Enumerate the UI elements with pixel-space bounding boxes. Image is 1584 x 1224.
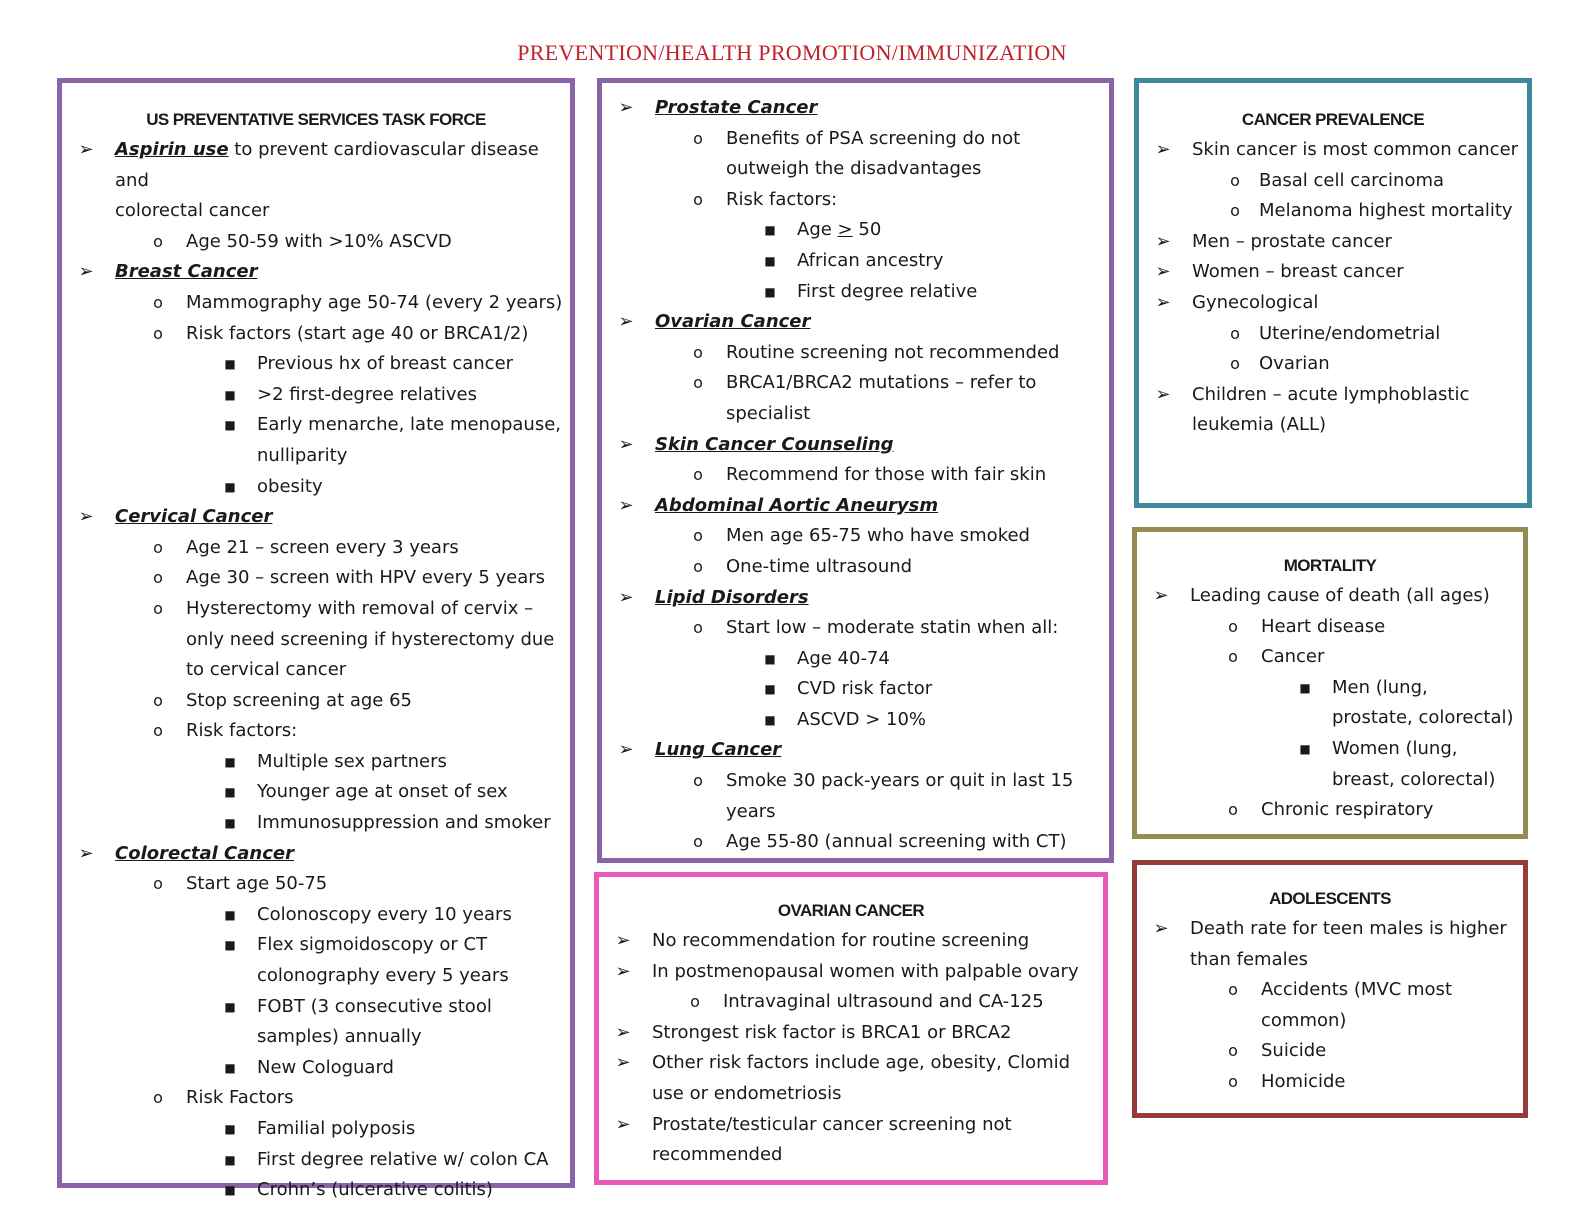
prostate-risk: African ancestry: [797, 249, 944, 271]
list-item: [62, 472, 570, 503]
arrow-bullet-icon: ➢: [1155, 383, 1171, 405]
prostate-item: [602, 93, 1109, 124]
list-item: [62, 625, 570, 656]
list-item: [62, 686, 570, 717]
list-item: [62, 349, 570, 380]
list-item: [602, 797, 1109, 828]
circle-bullet-icon: o: [153, 323, 163, 343]
list-item: [62, 655, 570, 686]
square-bullet-icon: ■: [224, 1122, 236, 1136]
aaa-item: [602, 491, 1109, 522]
lung-item-text: years: [726, 800, 776, 822]
colorectal-start: Start age 50-75: [186, 873, 328, 895]
square-bullet-icon: ■: [224, 938, 236, 953]
list-item: [1139, 227, 1527, 258]
circle-bullet-icon: o: [153, 231, 163, 251]
circle-bullet-icon: o: [153, 598, 163, 618]
colorectal-screen: New Cologuard: [257, 1056, 394, 1078]
list-item: [1139, 380, 1527, 411]
uspstf-heading: US PREVENTATIVE SERVICES TASK FORCE: [146, 110, 486, 129]
colorectal-screen: samples) annually: [257, 1026, 422, 1048]
list-item: [1139, 410, 1527, 441]
list-item: [1139, 319, 1527, 350]
cervical-item: [62, 502, 570, 533]
circle-bullet-icon: o: [153, 1088, 163, 1108]
arrow-bullet-icon: ➢: [618, 433, 634, 455]
list-item: [62, 1175, 570, 1206]
prevalence-heading: CANCER PREVALENCE: [1241, 110, 1425, 129]
breast-item: [62, 257, 570, 288]
screenings-list: [602, 93, 1109, 858]
circle-bullet-icon: o: [693, 832, 703, 852]
list-item: [602, 124, 1109, 155]
circle-bullet-icon: o: [693, 465, 703, 485]
ovarian-heading: OVARIAN CANCER: [777, 901, 925, 920]
circle-bullet-icon: o: [1228, 800, 1238, 820]
list-item: [1137, 1036, 1523, 1067]
list-item: [1139, 288, 1527, 319]
circle-bullet-icon: o: [1228, 647, 1238, 667]
adolescents-cause: common): [1261, 1009, 1347, 1031]
circle-bullet-icon: o: [153, 292, 163, 312]
adolescents-cause: Homicide: [1261, 1070, 1346, 1092]
ovarian-box-item: In postmenopausal women with palpable ovary: [652, 960, 1079, 982]
lung-label: Lung Cancer: [655, 739, 782, 761]
aspirin-item-cont: [62, 196, 570, 227]
arrow-bullet-icon: ➢: [78, 506, 94, 528]
circle-bullet-icon: o: [693, 128, 703, 148]
list-item: [602, 613, 1109, 644]
lung-item-text: Age 55-80 (annual screening with CT): [726, 831, 1067, 853]
aaa-item-text: Men age 65-75 who have smoked: [726, 525, 1030, 547]
prevalence-box: [1134, 78, 1532, 508]
lipid-criterion: ASCVD > 10%: [797, 708, 927, 730]
list-item: [599, 926, 1103, 957]
list-item: [62, 319, 570, 350]
circle-bullet-icon: o: [1230, 201, 1240, 221]
prevalence-women: Women – breast cancer: [1192, 261, 1404, 283]
mortality-cancer-sub: prostate, colorectal): [1332, 707, 1514, 729]
list-item: [62, 747, 570, 778]
list-item: [602, 827, 1109, 858]
square-bullet-icon: ■: [224, 785, 236, 800]
list-item: [602, 705, 1109, 736]
aspirin-text-cont: colorectal cancer: [115, 200, 270, 222]
mortality-list: [1137, 581, 1523, 826]
list-item: [62, 594, 570, 625]
circle-bullet-icon: o: [1228, 980, 1238, 1000]
list-item: [1137, 734, 1523, 765]
screenings-box: [597, 78, 1114, 863]
list-item: [62, 563, 570, 594]
cervical-risk: Multiple sex partners: [257, 750, 447, 772]
list-item: [62, 992, 570, 1023]
arrow-bullet-icon: ➢: [615, 1113, 631, 1135]
uspstf-box: [57, 78, 575, 1201]
prevalence-men: Men – prostate cancer: [1192, 230, 1392, 252]
colorectal-screen: Flex sigmoidoscopy or CT: [257, 934, 488, 956]
cervical-label: Cervical Cancer: [115, 506, 273, 528]
list-item: [62, 1114, 570, 1145]
arrow-bullet-icon: ➢: [78, 139, 94, 160]
list-item: [62, 410, 570, 441]
list-item: [1137, 703, 1523, 734]
colorectal-screen: FOBT (3 consecutive stool: [257, 995, 492, 1017]
list-item: [1137, 581, 1523, 612]
colorectal-risk-label: Risk Factors: [186, 1087, 294, 1109]
lipid-criterion: CVD risk factor: [797, 678, 933, 700]
skin-label: Skin Cancer Counseling: [655, 433, 894, 455]
ovarian-box: [594, 872, 1108, 1185]
list-item: [602, 460, 1109, 491]
colorectal-risk: Familial polyposis: [257, 1118, 416, 1139]
ovarian-box-item: No recommendation for routine screening: [652, 930, 1030, 951]
prevalence-gyn-sub: Uterine/endometrial: [1259, 322, 1441, 344]
list-item: [62, 808, 570, 839]
list-item: [599, 987, 1103, 1018]
lipid-item: [602, 583, 1109, 614]
list-item: [599, 1110, 1103, 1141]
breast-item-text: Risk factors (start age 40 or BRCA1/2): [186, 322, 529, 344]
prevalence-skin: Skin cancer is most common cancer: [1192, 139, 1519, 160]
list-item: [62, 288, 570, 319]
breast-risk: >2 first-degree relatives: [257, 383, 477, 405]
uspstf-list: [62, 135, 570, 1206]
prostate-item-text: Risk factors:: [726, 188, 838, 210]
colorectal-label: Colorectal Cancer: [115, 842, 294, 864]
list-item: [602, 215, 1109, 246]
page-title: PREVENTION/HEALTH PROMOTION/IMMUNIZATION: [517, 40, 1067, 65]
colorectal-risk: Crohn’s (ulcerative colitis): [257, 1179, 493, 1201]
cervical-item-text: Age 21 – screen every 3 years: [186, 536, 459, 558]
cervical-risk: Immunosuppression and smoker: [257, 812, 551, 834]
square-bullet-icon: ■: [224, 418, 236, 433]
list-item: [62, 1083, 570, 1114]
list-item: [599, 957, 1103, 988]
ovarian-item-text: specialist: [726, 402, 811, 424]
list-item: [1137, 642, 1523, 673]
list-item: [1137, 612, 1523, 643]
list-item: [62, 533, 570, 564]
prostate-age-symbol: >: [837, 219, 853, 241]
lipid-item-text: Start low – moderate statin when all:: [726, 617, 1059, 639]
arrow-bullet-icon: ➢: [1155, 261, 1171, 283]
square-bullet-icon: ■: [224, 1183, 236, 1198]
lung-item: [602, 735, 1109, 766]
circle-bullet-icon: o: [693, 189, 703, 209]
colorectal-risk: First degree relative w/ colon CA: [257, 1148, 549, 1170]
arrow-bullet-icon: ➢: [615, 1052, 631, 1074]
square-bullet-icon: ■: [224, 1152, 236, 1167]
list-item: [62, 1022, 570, 1053]
square-bullet-icon: ■: [224, 387, 236, 402]
circle-bullet-icon: o: [693, 373, 703, 393]
list-item: [599, 1018, 1103, 1049]
circle-bullet-icon: o: [1228, 616, 1238, 636]
ovarian-list: [599, 926, 1103, 1171]
list-item: [62, 1053, 570, 1084]
circle-bullet-icon: o: [690, 992, 700, 1012]
circle-bullet-icon: o: [153, 721, 163, 741]
list-item: [602, 644, 1109, 675]
breast-risk: Previous hx of breast cancer: [257, 353, 514, 375]
colorectal-item: [62, 839, 570, 870]
mortality-cancer-sub: Women (lung,: [1332, 737, 1458, 759]
circle-bullet-icon: o: [153, 690, 163, 710]
adolescents-cause: Suicide: [1261, 1040, 1327, 1062]
mortality-box: [1132, 527, 1528, 839]
circle-bullet-icon: o: [693, 526, 703, 546]
list-item: [1137, 765, 1523, 796]
arrow-bullet-icon: ➢: [1153, 918, 1169, 939]
list-item: [599, 1140, 1103, 1171]
arrow-bullet-icon: ➢: [1155, 291, 1171, 313]
arrow-bullet-icon: ➢: [618, 97, 634, 118]
square-bullet-icon: ■: [764, 682, 776, 697]
list-item: [599, 1048, 1103, 1079]
colorectal-screen: Colonoscopy every 10 years: [257, 903, 512, 925]
aspirin-text: to prevent cardiovascular disease and: [115, 139, 539, 191]
arrow-bullet-icon: ➢: [615, 1021, 631, 1043]
square-bullet-icon: ■: [224, 816, 236, 831]
list-item: [1139, 349, 1527, 380]
list-item: [62, 961, 570, 992]
list-item: [62, 441, 570, 472]
list-item: [1137, 1067, 1523, 1098]
prostate-label: Prostate Cancer: [655, 97, 818, 118]
adolescents-death-rate-cont: than females: [1190, 948, 1309, 970]
circle-bullet-icon: o: [153, 568, 163, 588]
circle-bullet-icon: o: [1230, 323, 1240, 343]
adolescents-death-rate: Death rate for teen males is higher: [1190, 918, 1507, 939]
square-bullet-icon: ■: [224, 479, 236, 494]
prostate-age-value: 50: [852, 219, 882, 241]
ovarian-box-item: Other risk factors include age, obesity, Clomid: [652, 1052, 1071, 1074]
adolescents-cause: Accidents (MVC most: [1261, 979, 1452, 1001]
square-bullet-icon: ■: [224, 999, 236, 1014]
square-bullet-icon: ■: [764, 712, 776, 727]
breast-label: Breast Cancer: [115, 261, 258, 283]
list-item: [1139, 135, 1527, 166]
mortality-heading: MORTALITY: [1283, 556, 1377, 575]
list-item: [62, 900, 570, 931]
cervical-item-text: Age 30 – screen with HPV every 5 years: [186, 567, 546, 589]
aaa-label: Abdominal Aortic Aneurysm: [655, 494, 939, 516]
ovarian-box-item: Strongest risk factor is BRCA1 or BRCA2: [652, 1021, 1012, 1043]
breast-risk: nulliparity: [257, 444, 348, 466]
list-item: [62, 869, 570, 900]
square-bullet-icon: ■: [224, 754, 236, 769]
list-item: [602, 338, 1109, 369]
prevalence-skin-sub: Melanoma highest mortality: [1259, 200, 1513, 222]
ovarian-item-text: BRCA1/BRCA2 mutations – refer to: [726, 372, 1037, 394]
arrow-bullet-icon: ➢: [78, 842, 94, 864]
arrow-bullet-icon: ➢: [618, 739, 634, 761]
list-item: [62, 716, 570, 747]
adolescents-list: [1137, 914, 1523, 1098]
list-item: [602, 521, 1109, 552]
prevalence-gyn-sub: Ovarian: [1259, 353, 1330, 375]
list-item: [602, 399, 1109, 430]
arrow-bullet-icon: ➢: [618, 494, 634, 516]
breast-risk: Early menarche, late menopause,: [257, 414, 562, 436]
circle-bullet-icon: o: [693, 771, 703, 791]
ovarian-item: [602, 307, 1109, 338]
arrow-bullet-icon: ➢: [1155, 230, 1171, 252]
arrow-bullet-icon: ➢: [615, 960, 631, 982]
skin-item-text: Recommend for those with fair skin: [726, 464, 1047, 486]
list-item: [602, 246, 1109, 277]
aspirin-age: Age 50-59 with >10% ASCVD: [186, 230, 452, 252]
list-item: [62, 777, 570, 808]
circle-bullet-icon: o: [693, 556, 703, 576]
list-item: [599, 1079, 1103, 1110]
list-item: [602, 674, 1109, 705]
lung-item-text: Smoke 30 pack-years or quit in last 15: [726, 770, 1074, 792]
circle-bullet-icon: o: [1230, 354, 1240, 374]
breast-item-text: Mammography age 50-74 (every 2 years): [186, 291, 563, 313]
ovarian-box-item: Prostate/testicular cancer screening not: [652, 1113, 1012, 1135]
list-item: [1137, 673, 1523, 704]
prevalence-children-cont: leukemia (ALL): [1192, 414, 1327, 436]
aspirin-label: Aspirin use: [115, 139, 229, 160]
breast-risk: obesity: [257, 475, 323, 497]
cervical-item-text: Stop screening at age 65: [186, 689, 413, 711]
circle-bullet-icon: o: [693, 342, 703, 362]
circle-bullet-icon: o: [153, 874, 163, 894]
list-item: [1137, 975, 1523, 1006]
list-item: [1137, 945, 1523, 976]
circle-bullet-icon: o: [153, 537, 163, 557]
mortality-chronic: Chronic respiratory: [1261, 799, 1434, 821]
prostate-item-text: outweigh the disadvantages: [726, 158, 982, 180]
list-item: [62, 1145, 570, 1176]
adolescents-heading: ADOLESCENTS: [1269, 889, 1391, 908]
square-bullet-icon: ■: [764, 284, 776, 299]
square-bullet-icon: ■: [764, 223, 776, 238]
list-item: [602, 766, 1109, 797]
list-item: [62, 380, 570, 411]
aaa-item-text: One-time ultrasound: [726, 555, 913, 577]
prevalence-children: Children – acute lymphoblastic: [1192, 383, 1470, 405]
list-item: [1137, 1006, 1523, 1037]
arrow-bullet-icon: ➢: [78, 261, 94, 283]
arrow-bullet-icon: ➢: [1155, 139, 1171, 160]
ovarian-label: Ovarian Cancer: [655, 311, 811, 333]
list-item: [1139, 196, 1527, 227]
cervical-item-text: to cervical cancer: [186, 659, 347, 681]
arrow-bullet-icon: ➢: [618, 311, 634, 333]
square-bullet-icon: ■: [224, 907, 236, 922]
list-item: [602, 277, 1109, 308]
square-bullet-icon: ■: [224, 1060, 236, 1075]
prevalence-gyn: Gynecological: [1192, 291, 1319, 313]
arrow-bullet-icon: ➢: [618, 586, 634, 608]
ovarian-box-item: recommended: [652, 1144, 783, 1166]
square-bullet-icon: ■: [764, 651, 776, 666]
prevalence-list: [1139, 135, 1527, 441]
circle-bullet-icon: o: [693, 618, 703, 638]
prostate-age-prefix: Age: [797, 219, 838, 241]
circle-bullet-icon: o: [1230, 170, 1240, 190]
ovarian-box-item: Intravaginal ultrasound and CA-125: [723, 991, 1044, 1013]
colorectal-screen: colonography every 5 years: [257, 965, 509, 987]
ovarian-item-text: Routine screening not recommended: [726, 341, 1060, 363]
list-item: [602, 185, 1109, 216]
mortality-cancer-sub: Men (lung,: [1332, 676, 1428, 698]
arrow-bullet-icon: ➢: [615, 930, 631, 951]
prevalence-skin-sub: Basal cell carcinoma: [1259, 169, 1445, 191]
mortality-leading: Leading cause of death (all ages): [1190, 585, 1490, 606]
mortality-cancer-sub: breast, colorectal): [1332, 768, 1496, 790]
cervical-item-text: only need screening if hysterectomy due: [186, 628, 555, 650]
list-item: [1139, 257, 1527, 288]
list-item: [1137, 795, 1523, 826]
ovarian-box-item: use or endometriosis: [652, 1082, 842, 1104]
square-bullet-icon: ■: [224, 357, 236, 372]
list-item: [602, 154, 1109, 185]
circle-bullet-icon: o: [1228, 1071, 1238, 1091]
cervical-item-text: Risk factors:: [186, 720, 298, 742]
lipid-label: Lipid Disorders: [655, 586, 809, 608]
adolescents-box: [1132, 860, 1528, 1118]
list-item: [602, 368, 1109, 399]
mortality-heart: Heart disease: [1261, 615, 1386, 637]
arrow-bullet-icon: ➢: [1153, 585, 1169, 606]
square-bullet-icon: ■: [1299, 741, 1311, 756]
prostate-risk: First degree relative: [797, 280, 978, 302]
aspirin-item: [62, 135, 570, 196]
list-item: [1137, 914, 1523, 945]
mortality-cancer: Cancer: [1261, 646, 1325, 668]
square-bullet-icon: ■: [1299, 680, 1311, 695]
lipid-criterion: Age 40-74: [797, 647, 890, 669]
list-item: [1139, 166, 1527, 197]
list-item: [602, 552, 1109, 583]
circle-bullet-icon: o: [1228, 1041, 1238, 1061]
cervical-item-text: Hysterectomy with removal of cervix –: [186, 597, 534, 619]
prostate-item-text: Benefits of PSA screening do not: [726, 127, 1021, 149]
aspirin-age-item: [62, 227, 570, 258]
skin-item: [602, 430, 1109, 461]
list-item: [62, 930, 570, 961]
cervical-risk: Younger age at onset of sex: [257, 781, 508, 803]
square-bullet-icon: ■: [764, 253, 776, 268]
